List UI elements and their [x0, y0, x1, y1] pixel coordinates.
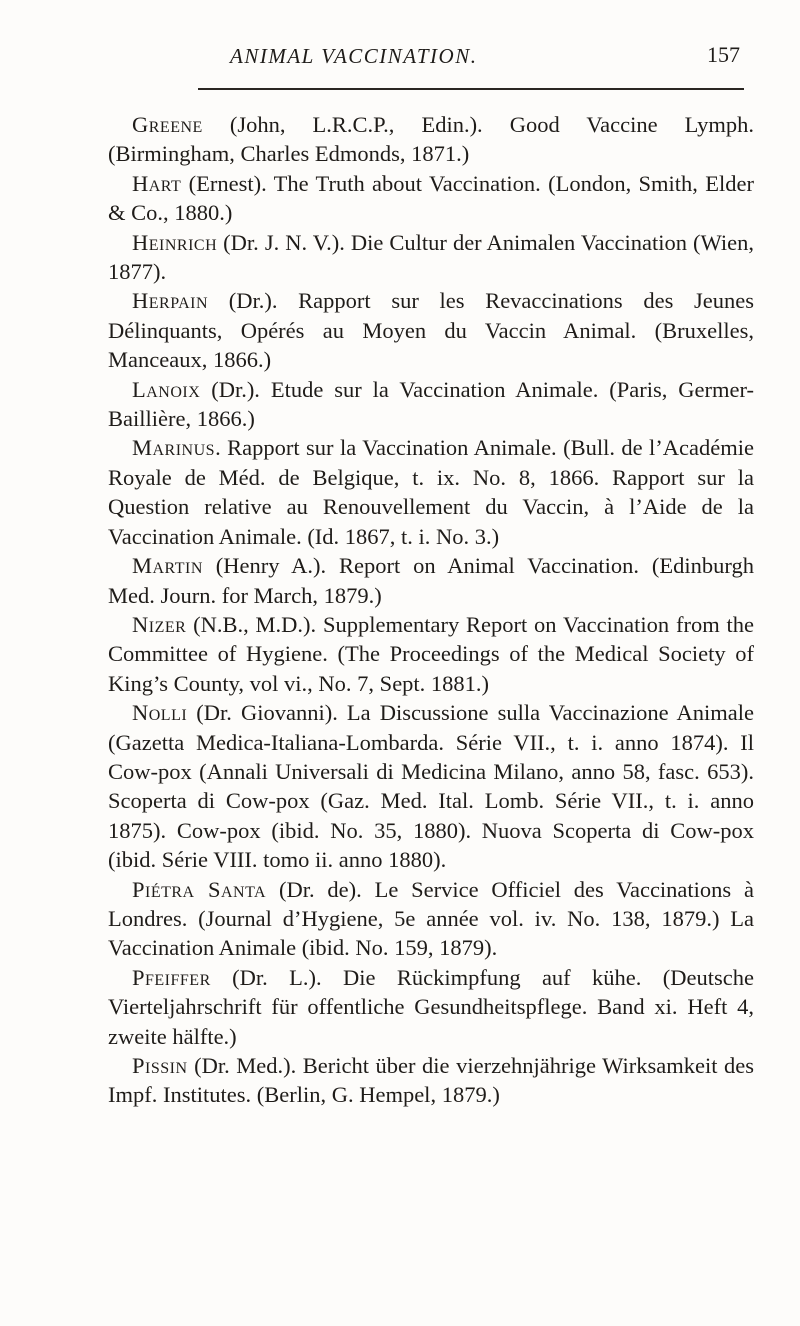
- entry-author: Herpain: [132, 288, 209, 314]
- entry-author: Marinus: [132, 435, 216, 461]
- entry-author: Martin: [132, 553, 203, 579]
- bibliography-entry: [108, 698, 754, 874]
- bibliography-entry: [108, 375, 754, 434]
- bibliography-entry: [108, 110, 754, 169]
- entry-text: (Dr. Med.). Bericht über die vierzehnjährige Wirksamkeit des Impf. Institutes. (Berlin, G. Hempel, 1879.): [108, 1053, 754, 1108]
- entry-text: (Ernest). The Truth about Vaccination. (London, Smith, Elder & Co., 1880.): [108, 170, 754, 226]
- entry-text: (Dr.). Etude sur la Vaccination Animale. (Paris, Germer-Baillière, 1866.): [108, 376, 754, 432]
- bibliography-entry: [108, 963, 754, 1051]
- entry-text: (N.B., M.D.). Supplementary Report on Vaccination from the Committee of Hygiene. (The Proceedings of the Medical Society of King’s County, vol vi., No. 7, Sept. 1881.): [108, 611, 754, 696]
- entry-author: Pissin: [132, 1053, 188, 1078]
- bibliography-entry: [108, 169, 754, 228]
- bibliography-entry: [108, 875, 754, 963]
- entry-text: (Dr. Giovanni). La Discussione sulla Vaccinazione Animale (Gazetta Medica-Italiana-Lombarda. Série VII., t. i. anno 1874). Il Cow-pox (Annali Universali di Medicina Milano, anno 58, fasc. 653). Scoperta di Cow-pox (Gaz. Med. Ital. Lomb. Série VII., t. i. anno 1875). Cow-pox (ibid. No. 35, 1880). Nuova Scoperta di Cow-pox (ibid. Série VIII. tomo ii. anno 1880).: [108, 700, 754, 873]
- entry-author: Greene: [132, 112, 203, 137]
- entry-text: . Rapport sur la Vaccination Animale. (Bull. de l’Académie Royale de Méd. de Belgique, t. ix. No. 8, 1866. Rapport sur la Question relative au Renouvellement du Vaccin, à l’Aide de la Vaccination Animale. (Id. 1867, t. i. No. 3.): [108, 435, 754, 549]
- bibliography-entry: [108, 551, 754, 610]
- entry-text: (John, L.R.C.P., Edin.). Good Vaccine Lymph. (Birmingham, Charles Edmonds, 1871.): [108, 112, 754, 167]
- bibliography-entry: [108, 228, 754, 287]
- entry-text: (Henry A.). Report on Animal Vaccination. (Edinburgh Med. Journ. for March, 1879.): [108, 553, 754, 608]
- bibliography-entry: [108, 610, 754, 698]
- entry-text: (Dr. J. N. V.). Die Cultur der Animalen Vaccination (Wien, 1877).: [108, 229, 754, 285]
- entry-author: Heinrich: [132, 229, 218, 255]
- header-rule: [198, 88, 744, 90]
- bibliography-list: [108, 110, 754, 1110]
- entry-author: Pfeiffer: [132, 964, 211, 990]
- entry-author: Hart: [132, 170, 182, 196]
- entry-author: Lanoix: [132, 376, 201, 402]
- page-number: 157: [707, 42, 740, 67]
- running-title: ANIMAL VACCINATION.: [230, 44, 478, 68]
- bibliography-entry: [108, 433, 754, 551]
- bibliography-entry: [108, 1051, 754, 1110]
- bibliography-entry: [108, 286, 754, 374]
- entry-text: (Dr.). Rapport sur les Revaccinations des Jeunes Délinquants, Opérés au Moyen du Vaccin Animal. (Bruxelles, Manceaux, 1866.): [108, 288, 754, 373]
- entry-author: Nolli: [132, 700, 188, 726]
- entry-author: Nizer: [132, 611, 187, 637]
- entry-author: Piétra Santa: [132, 876, 267, 902]
- entry-text: (Dr. L.). Die Rückimpfung auf kühe. (Deutsche Vierteljahrschrift für offentliche Gesundheitspflege. Band xi. Heft 4, zweite hälfte.): [108, 964, 754, 1049]
- entry-text: (Dr. de). Le Service Officiel des Vaccinations à Londres. (Journal d’Hygiene, 5e année vol. iv. No. 138, 1879.) La Vaccination Animale (ibid. No. 159, 1879).: [108, 876, 754, 961]
